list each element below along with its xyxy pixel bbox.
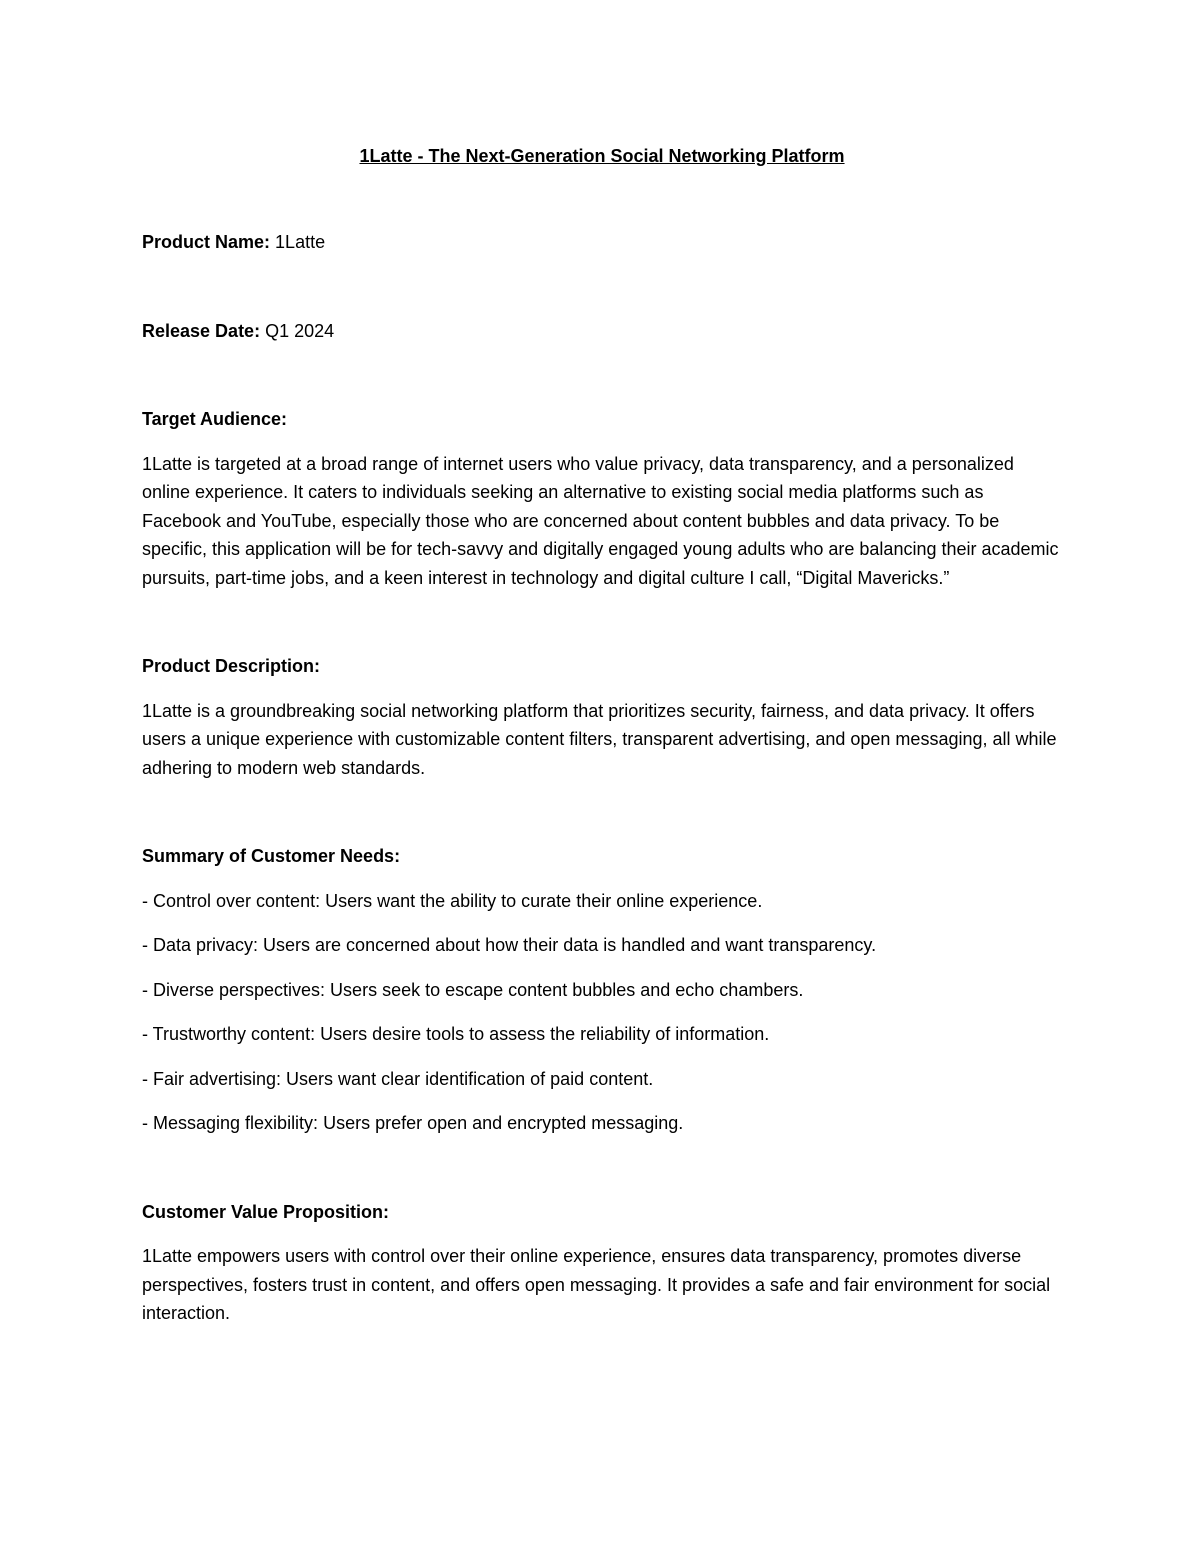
customer-needs-heading: Summary of Customer Needs: [142, 846, 401, 866]
list-item: - Control over content: Users want the ability to curate their online experience. [142, 890, 763, 911]
document-title: 1Latte - The Next-Generation Social Networking Platform [359, 146, 845, 166]
release-date-value: Q1 2024 [265, 320, 335, 341]
release-date-field [142, 317, 1062, 346]
product-name-value: 1Latte [275, 232, 326, 252]
release-date-label: Release Date: [142, 320, 261, 341]
list-item: - Data privacy: Users are concerned about how their data is handled and want transparency. [142, 935, 877, 955]
list-item: - Diverse perspectives: Users seek to escape content bubbles and echo chambers. [142, 979, 804, 1000]
list-item: - Trustworthy content: Users desire tools to assess the reliability of information. [142, 1024, 770, 1044]
product-name-label: Product Name: [142, 232, 271, 252]
product-description-text: 1Latte is a groundbreaking social networking platform that prioritizes security, fairness, and data privacy. It offers users a unique experience with customizable content filters, transparent advertising, and open messaging, all while adhering to modern web standards. [142, 700, 1057, 778]
customer-needs-list [142, 887, 1062, 1138]
list-item: - Fair advertising: Users want clear identification of paid content. [142, 1068, 654, 1089]
product-description-heading: Product Description: [142, 656, 321, 676]
document-content [142, 140, 1062, 1328]
list-item: - Messaging flexibility: Users prefer open and encrypted messaging. [142, 1113, 684, 1133]
product-name-field [142, 228, 1062, 257]
value-proposition-text: 1Latte empowers users with control over their online experience, ensures data transparency, promotes diverse perspectives, fosters trust in content, and offers open messaging. It provides a safe and fair environment for social interaction. [142, 1246, 1051, 1323]
target-audience-heading: Target Audience: [142, 409, 288, 429]
value-proposition-heading: Customer Value Proposition: [142, 1201, 390, 1222]
target-audience-text: 1Latte is targeted at a broad range of internet users who value privacy, data transparency, and a personalized online experience. It caters to individuals seeking an alternative to existing social media platforms such as Facebook and YouTube, especially those who are concerned about content bubbles and data privacy. To be specific, this application will be for tech-savvy and digitally engaged young adults who are balancing their academic pursuits, part-time jobs, and a keen interest in technology and digital culture I call, “Digital Mavericks.” [142, 453, 1059, 588]
